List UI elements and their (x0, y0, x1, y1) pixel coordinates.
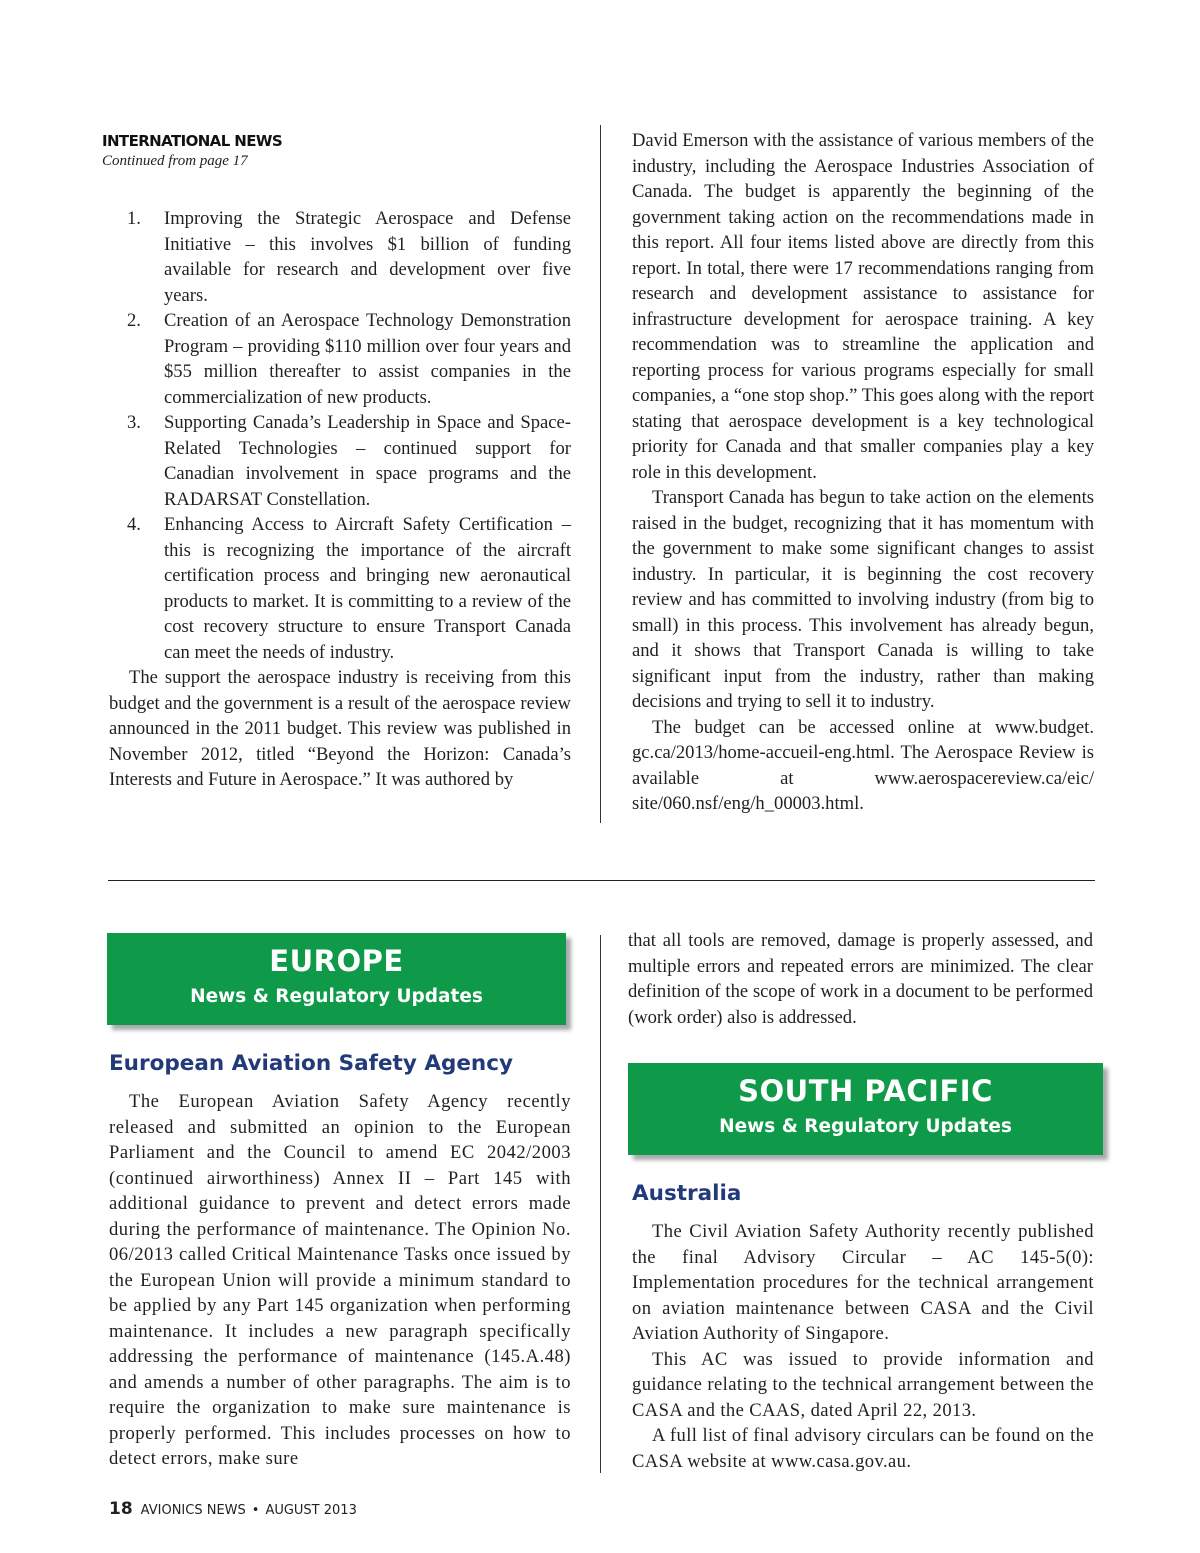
australia-heading: Australia (632, 1181, 742, 1206)
recommendation-list (109, 206, 571, 665)
list-item (109, 308, 571, 410)
banner-subtitle: News & Regulatory Updates (719, 1116, 1012, 1137)
top-left-column (109, 206, 571, 793)
section-divider (108, 880, 1095, 881)
issue-date: AUGUST 2013 (265, 1503, 357, 1518)
list-item (109, 410, 571, 512)
easa-heading: European Aviation Safety Agency (109, 1051, 513, 1076)
page-number: 18 (109, 1499, 133, 1519)
body-paragraph: Transport Canada has begun to take action on the elements raised in the budget, recognizing that it has momentum with the government to make some significant changes to assist industry. In particular, it is beginning the cost recovery review and has committed to involving industry (from big to small) in this process. This involvement has already begun, and it shows that Transport Canada is willing to take significant input from the industry, rather than making decisions and trying to sell it to industry. (632, 487, 1094, 712)
top-right-column (632, 128, 1094, 817)
body-paragraph: This AC was issued to provide information and guidance relating to the technical arrangement between the CASA and the CAAS, dated April 22, 2013. (632, 1348, 1094, 1421)
europe-continuation-column (628, 928, 1093, 1030)
body-paragraph: David Emerson with the assistance of various members of the industry, including the Aerospace Industries Association of Canada. The budget is apparently the beginning of the government taking action on the recommendations made in this report. All four items listed above are directly from this report. In total, there were 17 recommendations ranging from research and development assistance to assistance for infrastructure development for aerospace training. A key recommendation was to streamline the application and reporting process for various programs especially for small companies, a “one stop shop.” This goes along with the report stating that aerospace development is a key technological priority for Canada and that smaller companies play a key role in this development. (632, 130, 1094, 483)
europe-column (109, 1089, 571, 1472)
australia-column (632, 1219, 1094, 1474)
list-item (109, 512, 571, 665)
list-item (109, 206, 571, 308)
list-item-text: Supporting Canada’s Leadership in Space and Space-Related Technologies – continued support for Canadian involvement in space programs and the RADARSAT Constellation. (164, 412, 571, 510)
list-item-text: Enhancing Access to Aircraft Safety Certification – this is recognizing the importance of the aircraft certification process and bringing new aeronautical products to market. It is committing to a review of the cost recovery structure to ensure Transport Canada can meet the needs of industry. (164, 514, 571, 663)
publication-name: AVIONICS NEWS (140, 1503, 246, 1518)
body-paragraph: The European Aviation Safety Agency recently released and submitted an opinion to the European Parliament and the Council to amend EC 2042/2003 (continued airworthiness) Annex II – Part 145 with additional guidance to prevent and detect errors made during the performance of maintenance. The Opinion No. 06/2013 called Critical Maintenance Tasks once issued by the European Union will provide a minimum standard to be applied by any Part 145 organization when performing maintenance. It includes a new paragraph specifically addressing the performance of maintenance (145.A.48) and amends a number of other paragraphs. The aim is to require the organization to make sure maintenance is properly performed. This includes processes on how to detect errors, make sure (109, 1091, 571, 1469)
list-item-text: Creation of an Aerospace Technology Demonstration Program – providing $110 million over four years and $55 million thereafter to assist companies in the commercialization of new products. (164, 310, 571, 408)
body-paragraph: A full list of final advisory circulars can be found on the CASA website at www.casa.gov.au. (632, 1425, 1094, 1472)
body-paragraph: The support the aerospace industry is receiving from this budget and the government is a result of the aerospace review announced in the 2011 budget. This review was published in November 2012, titled “Beyond the Horizon: Canada’s Interests and Future in Aerospace.” It was authored by (109, 667, 571, 790)
column-divider (600, 125, 601, 823)
body-paragraph: The budget can be accessed online at www.budget. gc.ca/2013/home-accueil-eng.html. The Aerospace Review is available at www.aerospacereview.ca/eic/ site/060.nsf/eng/h_00003.html. (632, 716, 1094, 814)
banner-title: SOUTH PACIFIC (738, 1074, 993, 1108)
footer-separator: • (251, 1503, 260, 1518)
page-footer (109, 1499, 357, 1519)
continued-note: Continued from page 17 (102, 153, 248, 169)
section-label: INTERNATIONAL NEWS (102, 132, 283, 150)
body-paragraph: that all tools are removed, damage is properly assessed, and multiple errors and repeated errors are minimized. The clear definition of the scope of work in a document to be performed (work order) also is addressed. (628, 930, 1093, 1028)
list-item-number: 4. (127, 514, 141, 535)
south-pacific-banner (628, 1063, 1103, 1155)
list-item-number: 2. (127, 310, 141, 331)
banner-title: EUROPE (269, 944, 404, 978)
europe-banner (107, 933, 566, 1025)
body-paragraph: The Civil Aviation Safety Authority recently published the final Advisory Circular – AC 145-5(0): Implementation procedures for the technical arrangement on aviation maintenance between CASA and the Civil Aviation Authority of Singapore. (632, 1221, 1094, 1344)
column-divider (600, 935, 601, 1473)
list-item-number: 1. (127, 208, 141, 229)
banner-subtitle: News & Regulatory Updates (190, 986, 483, 1007)
list-item-number: 3. (127, 412, 141, 433)
list-item-text: Improving the Strategic Aerospace and Defense Initiative – this involves $1 billion of funding available for research and development over five years. (164, 208, 571, 306)
